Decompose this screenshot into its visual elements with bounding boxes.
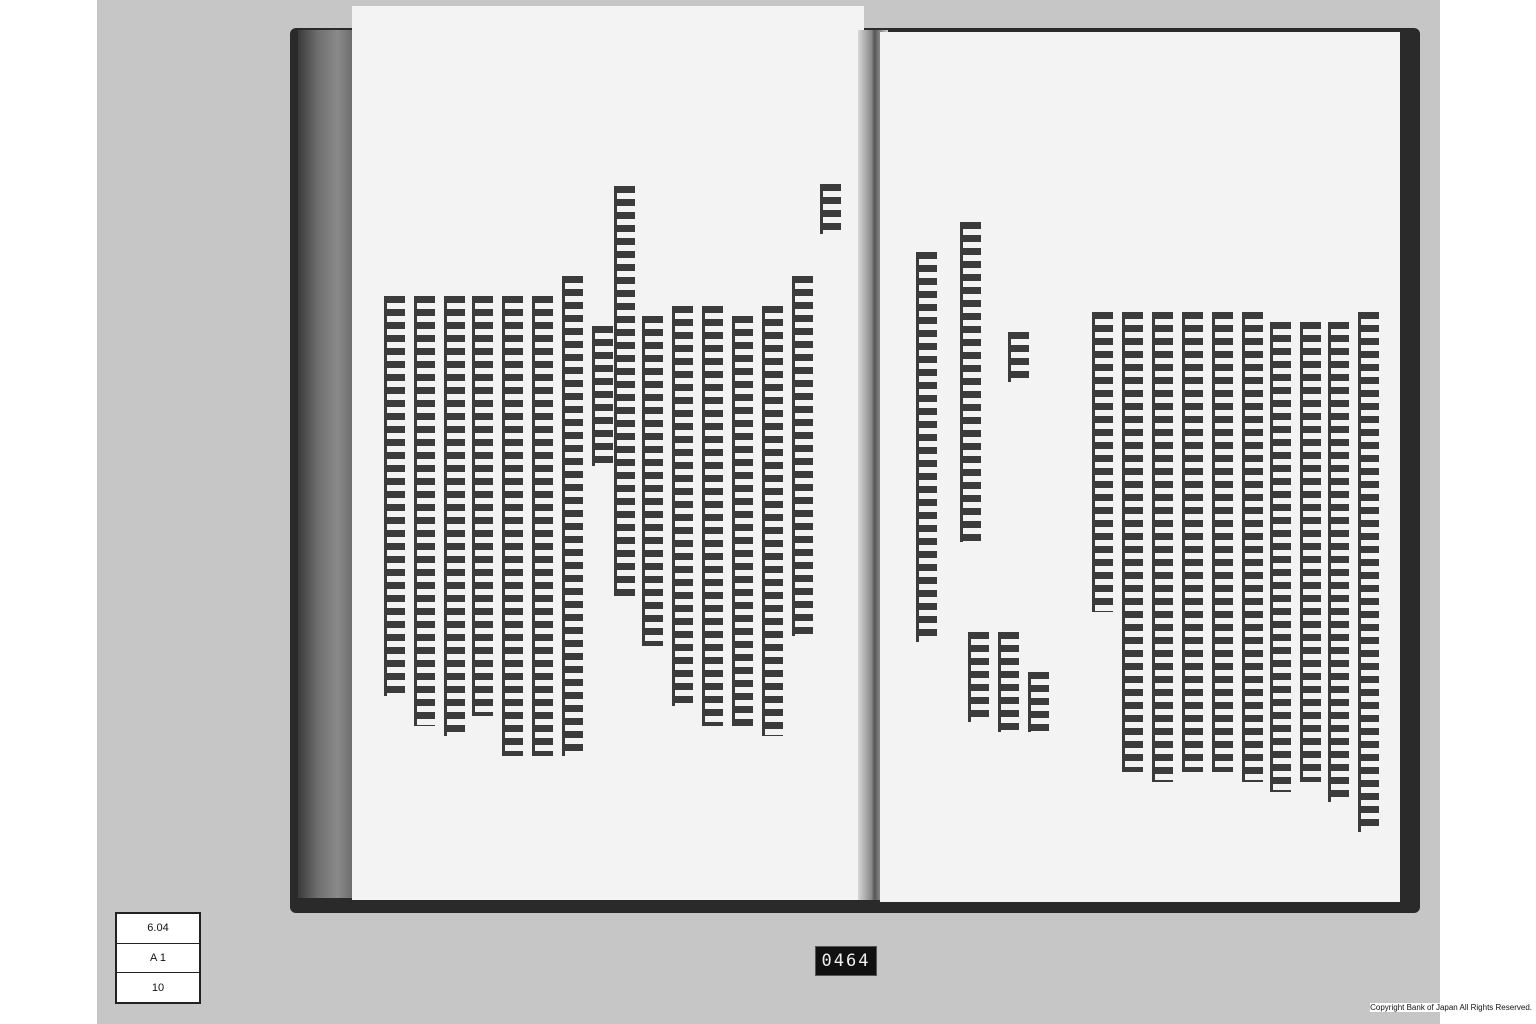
handwritten-column: [1242, 312, 1263, 782]
handwritten-column: [792, 276, 813, 636]
handwritten-column: [1182, 312, 1203, 772]
handwritten-column: [702, 306, 723, 726]
archive-label-line3: 10: [151, 981, 165, 994]
handwritten-column: [820, 184, 841, 234]
handwritten-column: [1122, 312, 1143, 772]
frame-number: 0464: [815, 946, 877, 976]
handwritten-column: [614, 186, 635, 596]
handwritten-column: [960, 222, 981, 542]
handwritten-column: [732, 316, 753, 726]
handwritten-column: [1152, 312, 1173, 782]
handwritten-column: [642, 316, 663, 646]
handwritten-column: [592, 326, 613, 466]
handwritten-column: [414, 296, 435, 726]
handwritten-column: [998, 632, 1019, 732]
right-page: [880, 32, 1400, 902]
handwritten-column: [1358, 312, 1379, 832]
handwritten-column: [1212, 312, 1233, 772]
handwritten-column: [1328, 322, 1349, 802]
handwritten-column: [968, 632, 989, 722]
handwritten-column: [1028, 672, 1049, 732]
handwritten-column: [1300, 322, 1321, 782]
handwritten-column: [762, 306, 783, 736]
archive-label-line2: A 1: [117, 944, 199, 974]
handwritten-column: [384, 296, 405, 696]
handwritten-column: [502, 296, 523, 756]
handwritten-column: [1270, 322, 1291, 792]
handwritten-column: [1008, 332, 1029, 382]
handwritten-column: [472, 296, 493, 716]
handwritten-column: [1092, 312, 1113, 612]
handwritten-column: [916, 252, 937, 642]
archive-label: [115, 912, 201, 1004]
archive-label-line1: 6.04: [117, 914, 199, 944]
handwritten-column: [562, 276, 583, 756]
copyright-notice: Copyright Bank of Japan All Rights Reserved.: [1370, 1003, 1532, 1012]
handwritten-column: [532, 296, 553, 756]
handwritten-column: [672, 306, 693, 706]
handwritten-column: [444, 296, 465, 736]
left-page: [352, 6, 864, 900]
